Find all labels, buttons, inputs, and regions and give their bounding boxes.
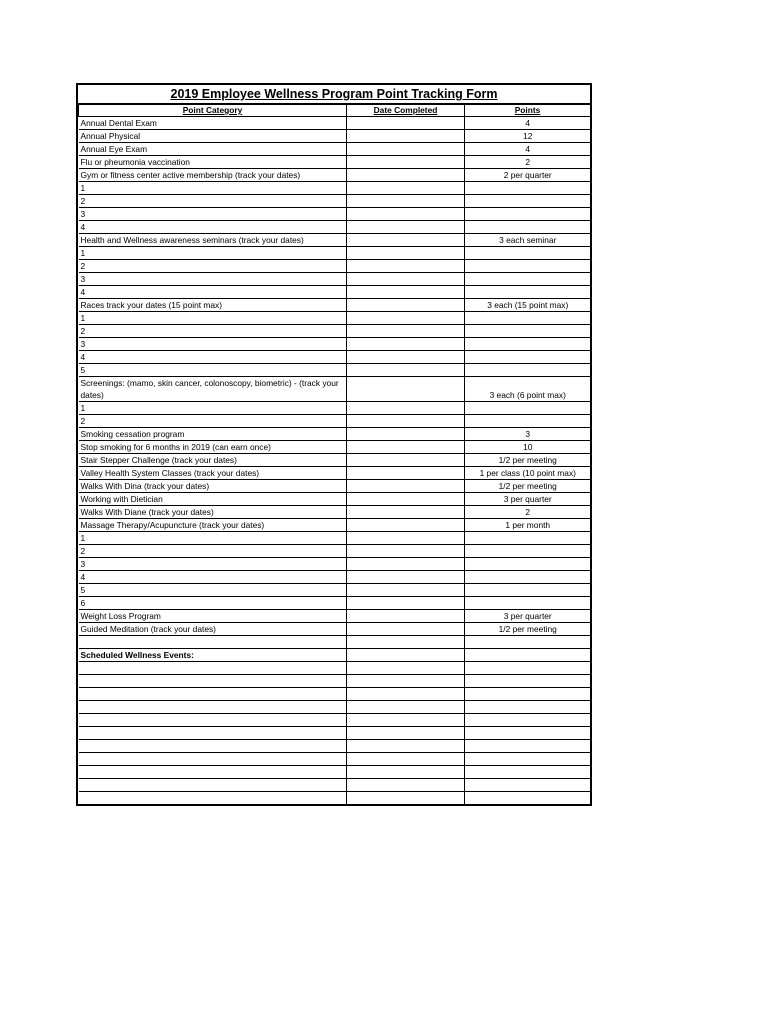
table-row [79, 415, 591, 428]
points-cell [465, 221, 591, 234]
points-cell: 1/2 per meeting [465, 454, 591, 467]
date-completed-cell[interactable] [347, 506, 465, 519]
points-cell: 4 [465, 143, 591, 156]
points-cell: 12 [465, 130, 591, 143]
date-completed-cell[interactable] [347, 701, 465, 714]
event-row [79, 792, 591, 805]
table-row [79, 247, 591, 260]
points-cell [465, 792, 591, 805]
event-name-cell[interactable] [79, 662, 347, 675]
date-completed-cell[interactable] [347, 571, 465, 584]
event-name-cell[interactable] [79, 688, 347, 701]
table-row [79, 143, 591, 156]
points-cell [465, 688, 591, 701]
table-row [79, 493, 591, 506]
point-category-cell: Valley Health System Classes (track your dates) [79, 467, 347, 480]
date-completed-cell[interactable] [347, 792, 465, 805]
points-cell: 3 per quarter [465, 493, 591, 506]
point-category-cell: Working with Dietician [79, 493, 347, 506]
event-row [79, 688, 591, 701]
event-name-cell[interactable] [79, 766, 347, 779]
date-completed-cell[interactable] [347, 714, 465, 727]
table-row [79, 532, 591, 545]
points-cell: 3 each seminar [465, 234, 591, 247]
date-completed-cell[interactable] [347, 662, 465, 675]
scheduled-events-label: Scheduled Wellness Events: [79, 649, 347, 662]
points-cell: 1 per month [465, 519, 591, 532]
table-row [79, 545, 591, 558]
date-completed-cell[interactable] [347, 299, 465, 312]
point-category-cell: 1 [79, 312, 347, 325]
date-completed-cell[interactable] [347, 532, 465, 545]
date-completed-cell[interactable] [347, 221, 465, 234]
point-category-cell: Stair Stepper Challenge (track your dates) [79, 454, 347, 467]
table-row [79, 402, 591, 415]
points-cell [465, 584, 591, 597]
point-category-cell: 2 [79, 415, 347, 428]
event-name-cell[interactable] [79, 675, 347, 688]
point-category-cell: 3 [79, 558, 347, 571]
date-completed-cell[interactable] [347, 545, 465, 558]
spacer-cell [347, 636, 465, 649]
form-title: 2019 Employee Wellness Program Point Tracking Form [78, 85, 590, 104]
event-name-cell[interactable] [79, 792, 347, 805]
points-table [78, 104, 591, 804]
point-category-cell: Screenings: (mamo, skin cancer, colonoscopy, biometric) - (track your dates) [79, 377, 347, 402]
point-category-cell: 6 [79, 597, 347, 610]
table-row [79, 169, 591, 182]
event-name-cell[interactable] [79, 714, 347, 727]
point-category-cell: Races track your dates (15 point max) [79, 299, 347, 312]
point-category-cell: Flu or pheumonia vaccination [79, 156, 347, 169]
table-row [79, 260, 591, 273]
point-category-cell: 2 [79, 325, 347, 338]
points-cell [465, 662, 591, 675]
date-completed-cell[interactable] [347, 402, 465, 415]
points-cell [465, 532, 591, 545]
event-name-cell[interactable] [79, 753, 347, 766]
date-completed-cell[interactable] [347, 519, 465, 532]
date-completed-cell[interactable] [347, 351, 465, 364]
date-completed-cell[interactable] [347, 480, 465, 493]
point-category-cell: Weight Loss Program [79, 610, 347, 623]
point-category-cell: 2 [79, 545, 347, 558]
points-cell [465, 558, 591, 571]
date-completed-cell[interactable] [347, 234, 465, 247]
date-completed-cell[interactable] [347, 143, 465, 156]
event-row [79, 662, 591, 675]
points-cell [465, 779, 591, 792]
table-row [79, 325, 591, 338]
date-completed-cell[interactable] [347, 597, 465, 610]
points-cell [465, 338, 591, 351]
table-row [79, 208, 591, 221]
points-cell [465, 351, 591, 364]
event-name-cell[interactable] [79, 740, 347, 753]
point-category-cell: Stop smoking for 6 months in 2019 (can earn once) [79, 441, 347, 454]
point-category-cell: Gym or fitness center active membership (track your dates) [79, 169, 347, 182]
date-completed-cell[interactable] [347, 675, 465, 688]
table-row [79, 130, 591, 143]
point-category-cell: 5 [79, 584, 347, 597]
points-cell: 3 each (6 point max) [465, 377, 591, 402]
date-completed-cell[interactable] [347, 208, 465, 221]
table-row [79, 519, 591, 532]
table-row [79, 597, 591, 610]
points-cell [465, 766, 591, 779]
date-completed-cell[interactable] [347, 195, 465, 208]
table-row [79, 117, 591, 130]
date-completed-cell[interactable] [347, 156, 465, 169]
date-completed-cell[interactable] [347, 428, 465, 441]
spacer-row [79, 636, 591, 649]
event-row [79, 766, 591, 779]
header-date-completed: Date Completed [347, 105, 465, 117]
date-completed-cell[interactable] [347, 623, 465, 636]
point-category-cell: Smoking cessation program [79, 428, 347, 441]
points-cell: 2 per quarter [465, 169, 591, 182]
table-row [79, 584, 591, 597]
point-category-cell: 3 [79, 208, 347, 221]
date-completed-cell[interactable] [347, 260, 465, 273]
date-completed-cell[interactable] [347, 312, 465, 325]
point-category-cell: 1 [79, 247, 347, 260]
table-row [79, 441, 591, 454]
points-cell [465, 675, 591, 688]
points-cell [465, 545, 591, 558]
tracking-form [76, 83, 592, 806]
event-name-cell[interactable] [79, 779, 347, 792]
points-cell [465, 402, 591, 415]
point-category-cell: 4 [79, 571, 347, 584]
date-completed-cell[interactable] [347, 467, 465, 480]
table-row [79, 558, 591, 571]
table-row [79, 377, 591, 402]
point-category-cell: Guided Meditation (track your dates) [79, 623, 347, 636]
date-completed-cell[interactable] [347, 558, 465, 571]
point-category-cell: Annual Dental Exam [79, 117, 347, 130]
point-category-cell: 2 [79, 195, 347, 208]
date-completed-cell[interactable] [347, 727, 465, 740]
table-row [79, 610, 591, 623]
event-row [79, 753, 591, 766]
event-name-cell[interactable] [79, 727, 347, 740]
points-cell [465, 753, 591, 766]
date-completed-cell[interactable] [347, 688, 465, 701]
date-completed-cell[interactable] [347, 169, 465, 182]
event-row [79, 727, 591, 740]
spacer-cell [79, 636, 347, 649]
table-row [79, 480, 591, 493]
date-completed-cell[interactable] [347, 273, 465, 286]
points-cell [465, 286, 591, 299]
date-completed-cell[interactable] [347, 364, 465, 377]
date-completed-cell[interactable] [347, 779, 465, 792]
date-completed-cell[interactable] [347, 117, 465, 130]
date-completed-cell[interactable] [347, 247, 465, 260]
event-row [79, 701, 591, 714]
points-cell: 4 [465, 117, 591, 130]
point-category-cell: 3 [79, 273, 347, 286]
date-completed-cell[interactable] [347, 377, 465, 402]
points-cell [465, 247, 591, 260]
date-completed-cell[interactable] [347, 584, 465, 597]
points-cell [465, 312, 591, 325]
event-row [79, 675, 591, 688]
table-row [79, 506, 591, 519]
point-category-cell: Annual Physical [79, 130, 347, 143]
header-point-category: Point Category [79, 105, 347, 117]
date-completed-cell[interactable] [347, 441, 465, 454]
points-cell: 10 [465, 441, 591, 454]
date-completed-cell[interactable] [347, 286, 465, 299]
table-row [79, 351, 591, 364]
points-cell [465, 571, 591, 584]
points-cell: 1 per class (10 point max) [465, 467, 591, 480]
table-row [79, 312, 591, 325]
point-category-cell: 5 [79, 364, 347, 377]
table-row [79, 571, 591, 584]
points-cell [465, 597, 591, 610]
table-row [79, 467, 591, 480]
table-row [79, 221, 591, 234]
points-cell [465, 701, 591, 714]
point-category-cell: Massage Therapy/Acupuncture (track your dates) [79, 519, 347, 532]
event-row [79, 714, 591, 727]
point-category-cell: 4 [79, 351, 347, 364]
points-cell [465, 740, 591, 753]
spacer-cell [465, 636, 591, 649]
date-completed-cell[interactable] [347, 130, 465, 143]
table-row [79, 273, 591, 286]
points-cell: 1/2 per meeting [465, 480, 591, 493]
date-completed-cell[interactable] [347, 454, 465, 467]
event-row [79, 779, 591, 792]
header-points: Points [465, 105, 591, 117]
date-completed-cell[interactable] [347, 325, 465, 338]
points-cell [465, 208, 591, 221]
points-cell [465, 182, 591, 195]
points-cell [465, 260, 591, 273]
date-completed-cell[interactable] [347, 649, 465, 662]
point-category-cell: 2 [79, 260, 347, 273]
point-category-cell: Walks With Diane (track your dates) [79, 506, 347, 519]
points-cell: 3 [465, 428, 591, 441]
points-cell: 3 per quarter [465, 610, 591, 623]
points-cell: 1/2 per meeting [465, 623, 591, 636]
point-category-cell: 4 [79, 286, 347, 299]
date-completed-cell[interactable] [347, 182, 465, 195]
point-category-cell: Annual Eye Exam [79, 143, 347, 156]
point-category-cell: 1 [79, 402, 347, 415]
date-completed-cell[interactable] [347, 493, 465, 506]
table-row [79, 364, 591, 377]
table-row [79, 454, 591, 467]
points-cell [465, 195, 591, 208]
table-row [79, 156, 591, 169]
date-completed-cell[interactable] [347, 338, 465, 351]
point-category-cell: Health and Wellness awareness seminars (track your dates) [79, 234, 347, 247]
table-row [79, 623, 591, 636]
table-row [79, 286, 591, 299]
table-row [79, 299, 591, 312]
points-cell [465, 364, 591, 377]
date-completed-cell[interactable] [347, 415, 465, 428]
point-category-cell: 4 [79, 221, 347, 234]
points-cell: 2 [465, 156, 591, 169]
event-row [79, 740, 591, 753]
point-category-cell: 1 [79, 182, 347, 195]
points-cell [465, 714, 591, 727]
points-cell [465, 649, 591, 662]
table-row [79, 195, 591, 208]
table-row [79, 428, 591, 441]
date-completed-cell[interactable] [347, 610, 465, 623]
date-completed-cell[interactable] [347, 740, 465, 753]
points-cell: 3 each (15 point max) [465, 299, 591, 312]
date-completed-cell[interactable] [347, 766, 465, 779]
point-category-cell: 1 [79, 532, 347, 545]
table-row [79, 234, 591, 247]
points-cell: 2 [465, 506, 591, 519]
points-cell [465, 727, 591, 740]
points-cell [465, 273, 591, 286]
events-label-row [79, 649, 591, 662]
point-category-cell: 3 [79, 338, 347, 351]
table-row [79, 338, 591, 351]
point-category-cell: Walks With Dina (track your dates) [79, 480, 347, 493]
date-completed-cell[interactable] [347, 753, 465, 766]
points-cell [465, 325, 591, 338]
event-name-cell[interactable] [79, 701, 347, 714]
points-cell [465, 415, 591, 428]
table-row [79, 182, 591, 195]
